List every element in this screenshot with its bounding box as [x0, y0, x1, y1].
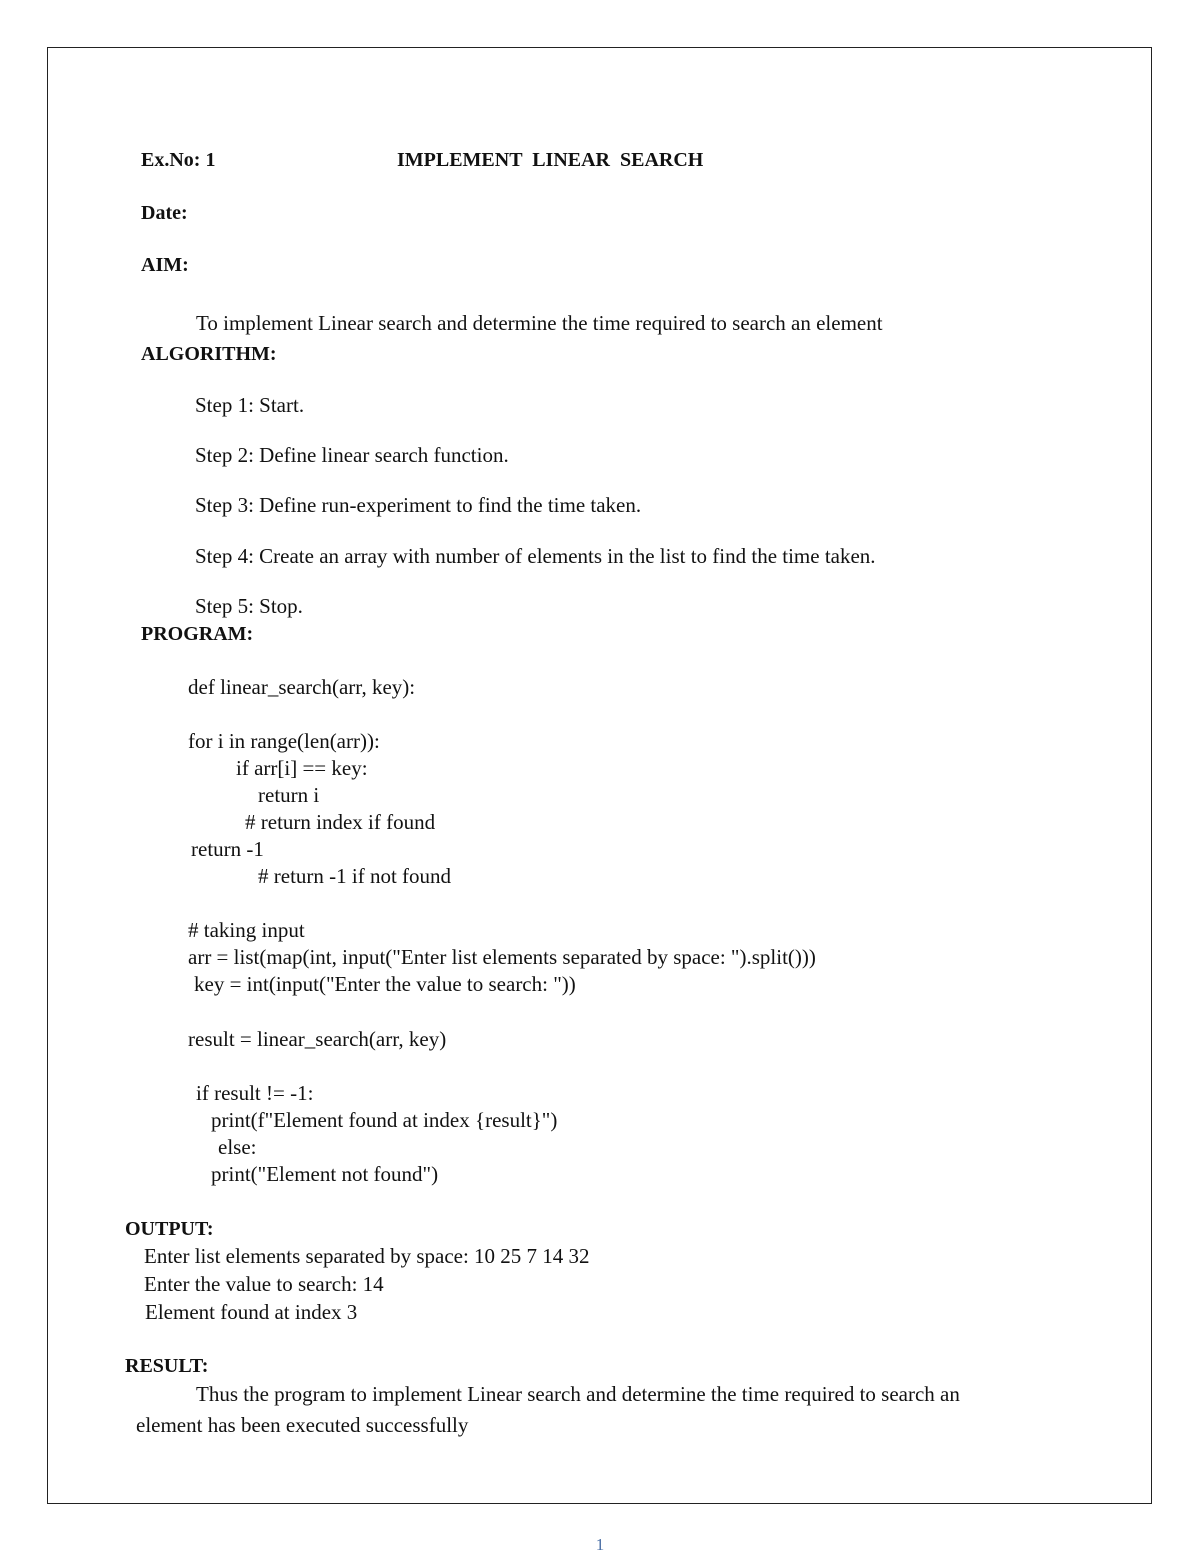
code-line: else:	[218, 1135, 257, 1159]
result-text-line-2: element has been executed successfully	[136, 1413, 469, 1437]
code-line: print("Element not found")	[211, 1162, 439, 1186]
code-line: arr = list(map(int, input("Enter list elements separated by space: ").split()))	[188, 945, 816, 969]
code-line: return -1	[191, 837, 264, 861]
code-comment: # return -1 if not found	[258, 864, 452, 888]
code-line: if result != -1:	[196, 1081, 314, 1105]
code-line: print(f"Element found at index {result}")	[211, 1108, 558, 1132]
algorithm-step: Step 1: Start.	[195, 393, 305, 417]
code-line: key = int(input("Enter the value to search: "))	[194, 972, 576, 996]
exercise-number: Ex.No: 1	[141, 149, 216, 171]
date-label: Date:	[141, 202, 188, 224]
algorithm-step: Step 3: Define run-experiment to find the time taken.	[195, 493, 642, 517]
algorithm-step: Step 5: Stop.	[195, 594, 303, 618]
code-line: def linear_search(arr, key):	[188, 675, 416, 699]
program-heading: PROGRAM:	[141, 623, 254, 645]
code-line: for i in range(len(arr)):	[188, 729, 380, 753]
result-text-line-1: Thus the program to implement Linear search and determine the time required to search an	[196, 1382, 960, 1406]
code-comment: # taking input	[188, 918, 305, 942]
code-line: return i	[258, 783, 320, 807]
page-number: 1	[595, 1535, 605, 1554]
result-heading: RESULT:	[125, 1355, 209, 1377]
algorithm-step: Step 4: Create an array with number of elements in the list to find the time taken.	[195, 544, 876, 568]
output-line: Element found at index 3	[145, 1300, 358, 1324]
code-line: result = linear_search(arr, key)	[188, 1027, 447, 1051]
output-heading: OUTPUT:	[125, 1218, 214, 1240]
aim-text: To implement Linear search and determine the time required to search an element	[196, 311, 883, 335]
algorithm-heading: ALGORITHM:	[141, 343, 277, 365]
output-line: Enter the value to search: 14	[144, 1272, 384, 1296]
aim-heading: AIM:	[141, 254, 189, 276]
output-line: Enter list elements separated by space: 10 25 7 14 32	[144, 1244, 590, 1268]
code-comment: # return index if found	[245, 810, 436, 834]
algorithm-step: Step 2: Define linear search function.	[195, 443, 509, 467]
code-line: if arr[i] == key:	[236, 756, 368, 780]
document-title: IMPLEMENT LINEAR SEARCH	[397, 149, 704, 171]
